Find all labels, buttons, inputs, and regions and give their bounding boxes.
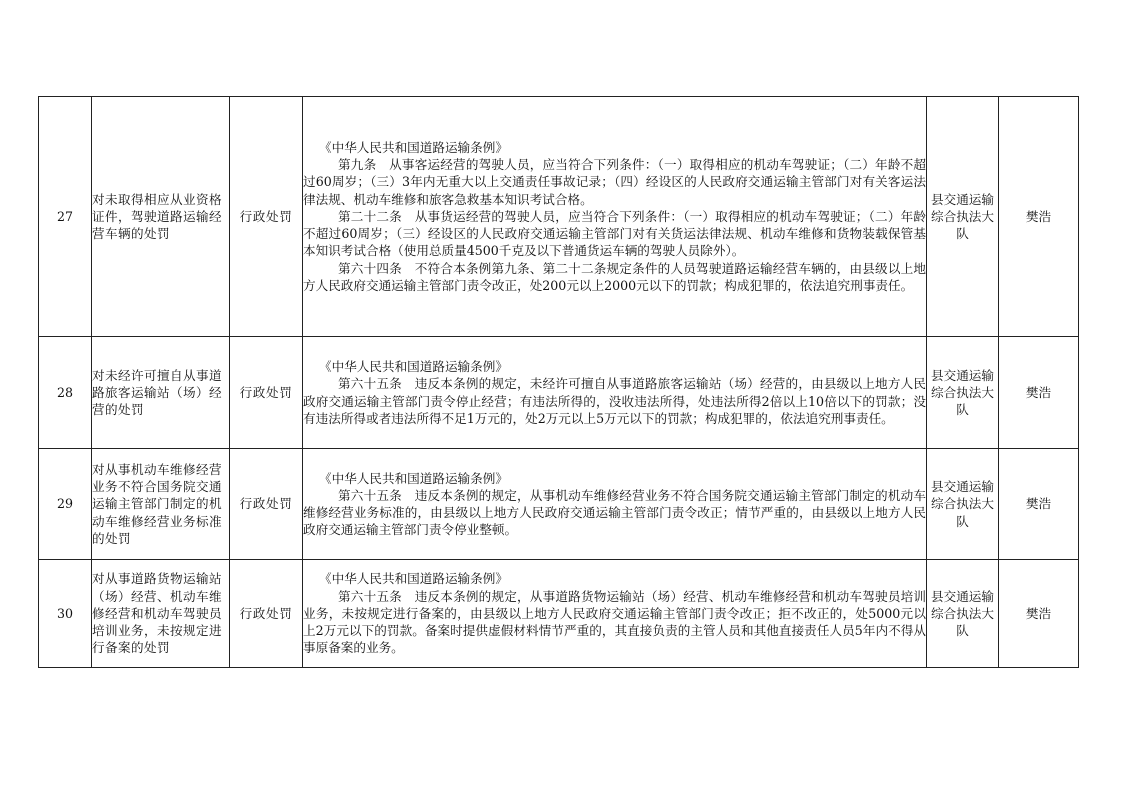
row-number: 27 (39, 97, 92, 337)
item-type: 行政处罚 (230, 337, 303, 449)
responsible-person: 樊浩 (999, 337, 1079, 449)
legal-basis (303, 97, 927, 337)
law-article: 第六十五条 违反本条例的规定，未经许可擅自从事道路旅客运输站（场）经营的，由县级以上地方人民政府交通运输主管部门责令停止经营；有违法所得的，没收违法所得，处违法所得2倍以上10倍以下的罚款；没有违法所得或者违法所得不足1万元的，处2万元以上5万元以下的罚款；构成犯罪的，依法追究刑事责任。 (303, 376, 926, 426)
item-name: 对从事道路货物运输站（场）经营、机动车维修经营和机动车驾驶员培训业务，未按规定进行备案的处罚 (92, 560, 230, 668)
row-number: 30 (39, 560, 92, 668)
law-article: 第六十四条 不符合本条例第九条、第二十二条规定条件的人员驾驶道路运输经营车辆的，由县级以上地方人民政府交通运输主管部门责令改正，处200元以上2000元以下的罚款；构成犯罪的，依法追究刑事责任。 (303, 260, 926, 293)
law-article: 第六十五条 违反本条例的规定，从事道路货物运输站（场）经营、机动车维修经营和机动车驾驶员培训业务，未按规定进行备案的，由县级以上地方人民政府交通运输主管部门责令改正；拒不改正的，处5000元以上2万元以下的罚款。备案时提供虚假材料情节严重的，其直接负责的主管人员和其他直接责任人员5年内不得从事原备案的业务。 (303, 588, 926, 656)
row-number: 28 (39, 337, 92, 449)
row-number: 29 (39, 449, 92, 560)
item-name: 对从事机动车维修经营业务不符合国务院交通运输主管部门制定的机动车维修经营业务标准的处罚 (92, 449, 230, 560)
item-type: 行政处罚 (230, 97, 303, 337)
penalty-table (38, 96, 1079, 668)
law-title: 《中华人民共和国道路运输条例》 (319, 359, 508, 375)
item-name: 对未取得相应从业资格证件，驾驶道路运输经营车辆的处罚 (92, 97, 230, 337)
responsible-person: 樊浩 (999, 449, 1079, 560)
law-article: 第二十二条 从事货运经营的驾驶人员，应当符合下列条件：（一）取得相应的机动车驾驶证；（二）年龄不超过60周岁；（三）经设区的人民政府交通运输主管部门对有关货运法律法规、机动车维修和货物装载保管基本知识考试合格（使用总质量4500千克及以下普通货运车辆的驾驶人员除外）。 (303, 208, 926, 259)
enforcement-department: 县交通运输综合执法大队 (927, 337, 999, 449)
item-type: 行政处罚 (230, 560, 303, 668)
legal-basis (303, 337, 927, 449)
legal-basis (303, 449, 927, 560)
law-title: 《中华人民共和国道路运输条例》 (319, 470, 508, 486)
law-article: 第九条 从事客运经营的驾驶人员，应当符合下列条件：（一）取得相应的机动车驾驶证；（二）年龄不超过60周岁；（三）3年内无重大以上交通责任事故记录；（四）经设区的人民政府交通运输主管部门对有关客运法律法规、机动车维修和旅客急救基本知识考试合格。 (303, 157, 926, 207)
item-name: 对未经许可擅自从事道路旅客运输站（场）经营的处罚 (92, 337, 230, 449)
responsible-person: 樊浩 (999, 97, 1079, 337)
law-title: 《中华人民共和国道路运输条例》 (319, 140, 508, 156)
law-title: 《中华人民共和国道路运输条例》 (319, 571, 508, 587)
law-article: 第六十五条 违反本条例的规定，从事机动车维修经营业务不符合国务院交通运输主管部门制定的机动车维修经营业务标准的，由县级以上地方人民政府交通运输主管部门责令改正；情节严重的，由县级以上地方人民政府交通运输主管部门责令停业整顿。 (303, 487, 926, 538)
enforcement-department: 县交通运输综合执法大队 (927, 97, 999, 337)
responsible-person: 樊浩 (999, 560, 1079, 668)
enforcement-department: 县交通运输综合执法大队 (927, 560, 999, 668)
legal-basis (303, 560, 927, 668)
table-row (39, 97, 1079, 337)
item-type: 行政处罚 (230, 449, 303, 560)
table-row (39, 337, 1079, 449)
enforcement-department: 县交通运输综合执法大队 (927, 449, 999, 560)
table-row (39, 560, 1079, 668)
table-row (39, 449, 1079, 560)
